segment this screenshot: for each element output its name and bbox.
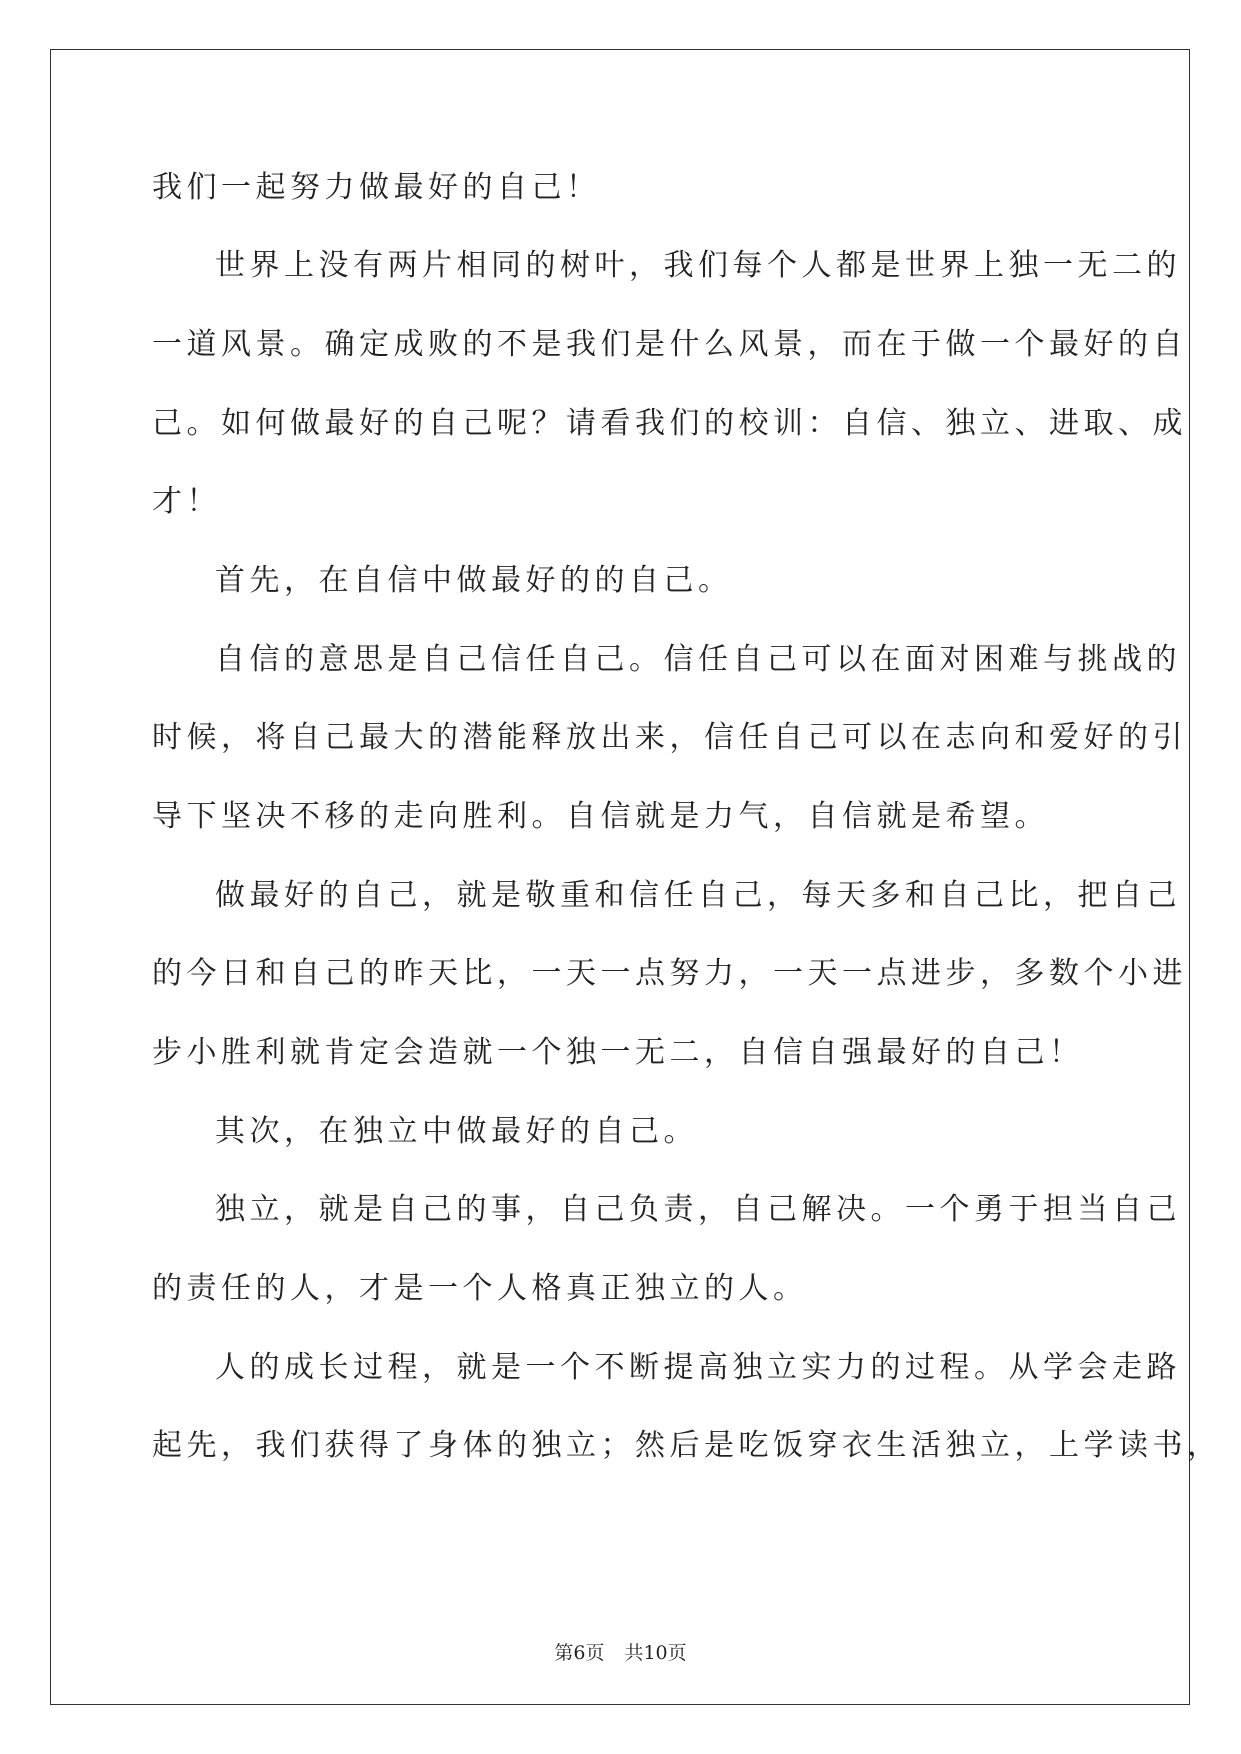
text-line: 其次，在独立中做最好的自己。: [215, 1114, 698, 1149]
text-line: 人的成长过程，就是一个不断提高独立实力的过程。从学会走路: [215, 1350, 1181, 1385]
page-total: 共10页: [624, 1642, 687, 1664]
text-line: 的今日和自己的昨天比，一天一点努力，一天一点进步，多数个小进: [152, 956, 1187, 991]
text-line: 做最好的自己，就是敬重和信任自己，每天多和自己比，把自己: [215, 878, 1181, 913]
text-line: 世界上没有两片相同的树叶，我们每个人都是世界上独一无二的: [215, 248, 1181, 283]
page-current: 第6页: [554, 1642, 605, 1664]
text-line: 的责任的人，才是一个人格真正独立的人。: [152, 1271, 808, 1306]
text-line: 己。如何做最好的自己呢？请看我们的校训：自信、独立、进取、成: [152, 406, 1187, 441]
text-line: 自信的意思是自己信任自己。信任自己可以在面对困难与挑战的: [215, 642, 1181, 677]
text-line: 我们一起努力做最好的自己！: [152, 170, 601, 205]
page-footer: [0, 1638, 1241, 1665]
text-line: 独立，就是自己的事，自己负责，自己解决。一个勇于担当自己: [215, 1192, 1181, 1227]
text-line: 起先，我们获得了身体的独立；然后是吃饭穿衣生活独立，上学读书，: [152, 1428, 1222, 1463]
text-line: 步小胜利就肯定会造就一个独一无二，自信自强最好的自己！: [152, 1035, 1084, 1070]
text-line: 首先，在自信中做最好的的自己。: [215, 563, 733, 598]
text-line: 时候，将自己最大的潜能释放出来，信任自己可以在志向和爱好的引: [152, 720, 1187, 755]
text-line: 导下坚决不移的走向胜利。自信就是力气，自信就是希望。: [152, 799, 1049, 834]
text-line: 才！: [152, 484, 221, 519]
text-line: 一道风景。确定成败的不是我们是什么风景，而在于做一个最好的自: [152, 327, 1187, 362]
